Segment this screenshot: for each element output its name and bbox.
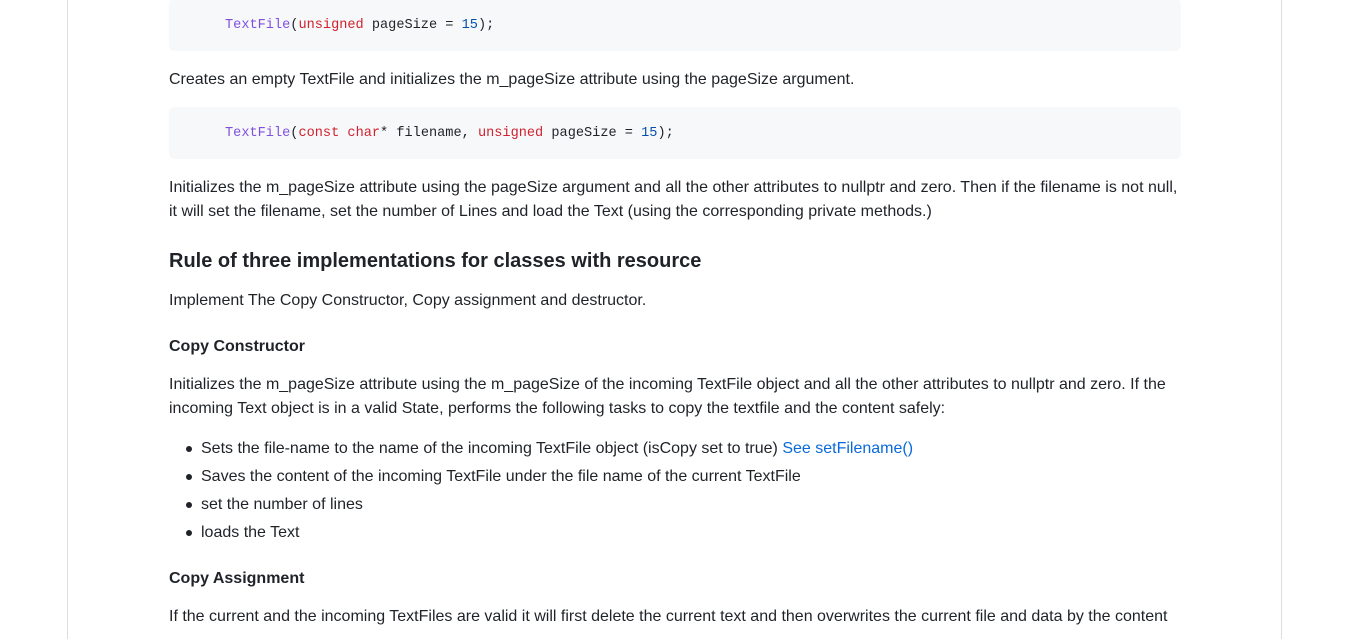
code-close: ); bbox=[657, 125, 674, 141]
paragraph-empty-textfile: Creates an empty TextFile and initializes the m_pageSize attribute using the pageSize argument. bbox=[169, 71, 855, 88]
code-text: * filename, bbox=[380, 125, 478, 141]
code-keyword-char: char bbox=[347, 125, 381, 141]
code-keyword-unsigned: unsigned bbox=[477, 125, 544, 141]
code-paren: ( bbox=[290, 125, 299, 141]
bullet-icon bbox=[186, 446, 192, 452]
list-item bbox=[169, 521, 1181, 549]
code-keyword: unsigned bbox=[298, 17, 364, 33]
list-item-text: loads the Text bbox=[201, 524, 300, 541]
heading-copy-assignment: Copy Assignment bbox=[169, 570, 305, 587]
list-item bbox=[169, 465, 1181, 493]
code-text: pageSize = bbox=[363, 17, 462, 33]
code-keyword-const: const bbox=[298, 125, 340, 141]
paragraph-copy-assignment: If the current and the incoming TextFiles are valid it will first delete the current text and then overwrites the current file and data by the content bbox=[169, 608, 1168, 625]
list-item bbox=[169, 437, 1181, 465]
code-function-name: TextFile bbox=[225, 125, 291, 141]
paragraph-copy-constructor: Initializes the m_pageSize attribute using the m_pageSize of the incoming TextFile object and all the other attributes to nullptr and zero. If the incoming Text object is in a valid State, performs the following tasks to copy the textfile and the content safely: bbox=[169, 376, 1166, 417]
bullet-icon bbox=[186, 474, 192, 480]
code-close: ); bbox=[477, 17, 495, 33]
heading-rule-of-three: Rule of three implementations for classes with resource bbox=[169, 250, 702, 272]
list-item-text: Saves the content of the incoming TextFile under the file name of the current TextFile bbox=[201, 468, 801, 485]
set-filename-link[interactable]: See setFilename() bbox=[782, 440, 914, 457]
code-space bbox=[339, 126, 347, 141]
list-item-text: set the number of lines bbox=[201, 496, 363, 513]
code-block-constructor-filename bbox=[169, 107, 1181, 159]
code-number: 15 bbox=[641, 125, 658, 141]
code-text: pageSize = bbox=[543, 125, 642, 141]
code-number: 15 bbox=[461, 17, 478, 33]
code-function-name: TextFile bbox=[225, 17, 291, 33]
paragraph-implement: Implement The Copy Constructor, Copy assignment and destructor. bbox=[169, 292, 647, 309]
list-item bbox=[169, 493, 1181, 521]
code-paren: ( bbox=[290, 17, 299, 33]
bullet-icon bbox=[186, 502, 192, 508]
code-block-constructor-pagesize bbox=[169, 0, 1181, 51]
copy-tasks-list bbox=[169, 437, 1181, 549]
bullet-icon bbox=[186, 530, 192, 536]
heading-copy-constructor: Copy Constructor bbox=[169, 338, 305, 355]
paragraph-filename-constructor: Initializes the m_pageSize attribute using the pageSize argument and all the other attributes to nullptr and zero. Then if the filename is not null, it will set the filename, set the number of Lines and load the Text (using the corresponding private methods.) bbox=[169, 179, 1178, 220]
list-item-text: Sets the file-name to the name of the incoming TextFile object (isCopy set to true) bbox=[201, 440, 783, 457]
